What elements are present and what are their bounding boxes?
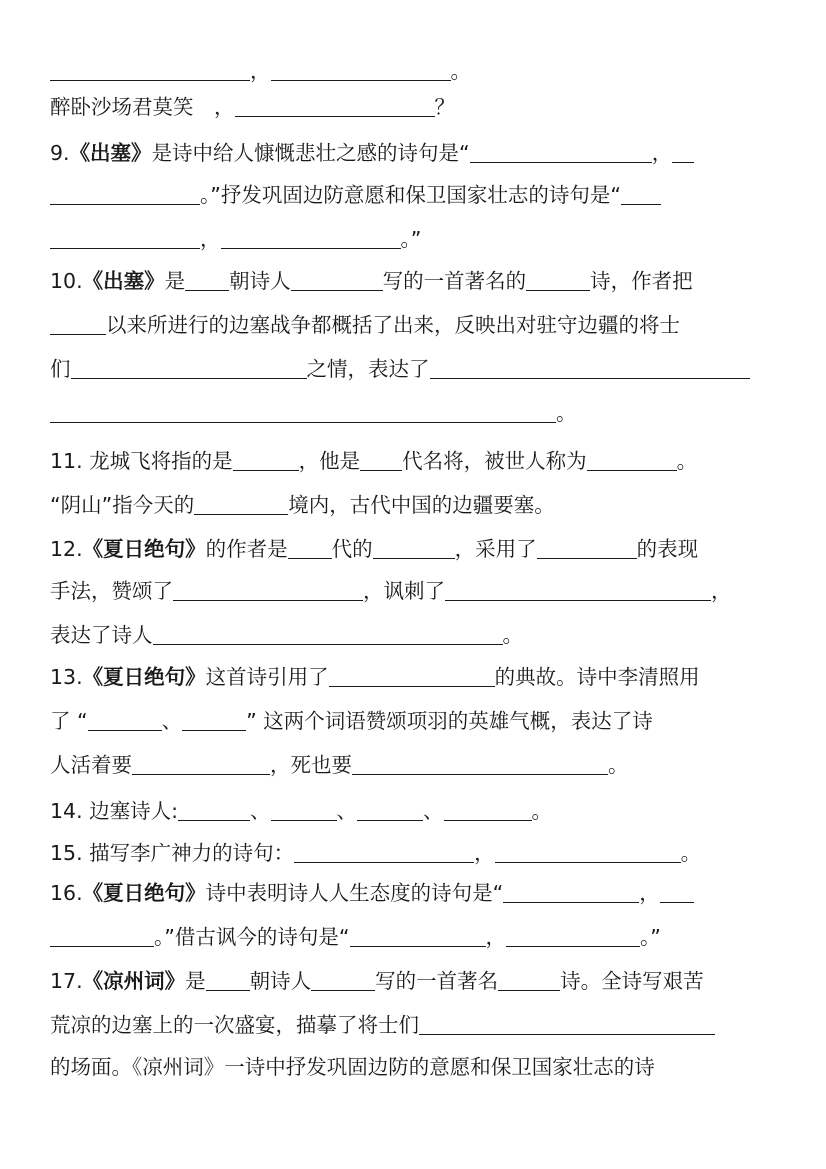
text-line (50, 706, 653, 736)
answer-blank[interactable] (360, 448, 402, 471)
text-line (50, 138, 694, 168)
poem-title: 《夏日绝句》 (82, 881, 206, 905)
answer-blank[interactable] (71, 356, 307, 379)
answer-blank[interactable] (660, 880, 694, 903)
answer-blank[interactable] (221, 226, 401, 249)
text-line (50, 446, 697, 476)
question-text: 。 (608, 753, 629, 777)
question-text: 诗中表明诗人人生态度的诗句是“ (205, 881, 504, 905)
answer-blank[interactable] (132, 752, 270, 775)
text-line (50, 620, 523, 650)
text-line (50, 534, 698, 564)
answer-blank[interactable] (621, 182, 661, 205)
question-text: 的场面。《凉州词》一诗中抒发巩固边防的意愿和保卫国家壮志的诗 (50, 1055, 655, 1079)
question-text: 朝诗人 (249, 969, 312, 993)
question-text: 13. (50, 665, 83, 689)
question-text: 醉卧沙场君莫笑 ， (50, 95, 235, 119)
text-line (50, 878, 694, 908)
question-text: 。 (676, 449, 698, 473)
text-line (50, 180, 661, 210)
question-text: 12. (50, 537, 83, 561)
answer-blank[interactable] (185, 268, 229, 291)
question-text: 。 (450, 59, 471, 83)
text-line (50, 398, 577, 428)
question-text: ？ (434, 95, 455, 119)
answer-blank[interactable] (50, 182, 200, 205)
answer-blank[interactable] (350, 924, 486, 947)
question-text: 。 (680, 841, 702, 865)
question-text: ， (711, 579, 732, 603)
answer-blank[interactable] (587, 448, 677, 471)
question-text: 是诗中给人慷慨悲壮之感的诗句是“ (151, 141, 470, 165)
answer-blank[interactable] (506, 924, 640, 947)
text-line (50, 266, 693, 296)
text-line (50, 224, 421, 254)
answer-blank[interactable] (50, 924, 154, 947)
question-text: ， (250, 59, 271, 83)
question-text: 11. 龙城飞将指的是 (50, 449, 233, 473)
text-line (50, 838, 701, 868)
poem-title: 《凉州词》 (82, 969, 186, 993)
text-line (50, 56, 471, 86)
question-text: 14. 边塞诗人: (50, 799, 179, 823)
answer-blank[interactable] (50, 226, 200, 249)
question-text: 表达了诗人 (50, 623, 153, 647)
answer-blank[interactable] (419, 1012, 715, 1035)
poem-title: 《出塞》 (82, 269, 165, 293)
question-text: 。 (502, 623, 523, 647)
question-text: 是 (164, 269, 186, 293)
answer-blank[interactable] (235, 94, 435, 117)
text-line (50, 1010, 715, 1040)
question-text: 写的一首著名的 (382, 269, 527, 293)
question-text: 之情，表达了 (306, 357, 430, 381)
answer-blank[interactable] (329, 664, 495, 687)
question-text: 、 (336, 799, 358, 823)
question-text: ” 这两个词语赞颂项羽的英雄气概，表达了诗 (246, 709, 653, 733)
answer-blank[interactable] (495, 840, 681, 863)
question-text: ， (651, 141, 673, 165)
answer-blank[interactable] (50, 400, 556, 423)
answer-blank[interactable] (182, 708, 246, 731)
text-line (50, 490, 555, 520)
text-line (50, 92, 455, 122)
answer-blank[interactable] (178, 798, 250, 821)
question-text: 、 (250, 799, 271, 823)
text-line (50, 310, 680, 340)
answer-blank[interactable] (233, 448, 299, 471)
question-text: ， (639, 881, 660, 905)
text-line (50, 1052, 655, 1082)
question-text: 诗。全诗写艰苦 (560, 969, 704, 993)
answer-blank[interactable] (444, 798, 532, 821)
question-text: 人活着要 (50, 753, 132, 777)
question-text: 了 “ (50, 709, 88, 733)
answer-blank[interactable] (288, 536, 332, 559)
answer-blank[interactable] (352, 752, 608, 775)
answer-blank[interactable] (194, 492, 288, 515)
question-text: 、 (161, 709, 183, 733)
question-text: 诗，作者把 (590, 269, 693, 293)
answer-blank[interactable] (357, 798, 423, 821)
answer-blank[interactable] (537, 536, 637, 559)
text-line (50, 662, 700, 692)
question-text: 的表现 (636, 537, 699, 561)
answer-blank[interactable] (445, 578, 711, 601)
question-text: ，他是 (298, 449, 361, 473)
text-line (50, 576, 732, 606)
answer-blank[interactable] (271, 798, 337, 821)
answer-blank[interactable] (271, 58, 451, 81)
answer-blank[interactable] (294, 840, 474, 863)
question-text: 、 (423, 799, 444, 823)
question-text: 代名将，被世人称为 (402, 449, 587, 473)
text-line (50, 966, 704, 996)
question-text: 代的 (331, 537, 373, 561)
answer-blank[interactable] (50, 312, 106, 335)
text-line (50, 922, 661, 952)
question-text: 境内，古代中国的边疆要塞。 (288, 493, 555, 517)
answer-blank[interactable] (88, 708, 162, 731)
answer-blank[interactable] (173, 578, 363, 601)
question-text: ， (474, 841, 495, 865)
question-text: 的作者是 (205, 537, 288, 561)
question-text: 手法，赞颂了 (50, 579, 173, 603)
question-text: 是 (185, 969, 206, 993)
poem-title: 《出塞》 (69, 141, 152, 165)
text-line (50, 796, 552, 826)
question-text: 。”抒发巩固边防意愿和保卫国家壮志的诗句是“ (200, 183, 621, 207)
answer-blank[interactable] (503, 880, 639, 903)
answer-blank[interactable] (206, 968, 250, 991)
question-text: 9. (50, 141, 70, 165)
poem-title: 《夏日绝句》 (82, 665, 206, 689)
question-text: 15. 描写李广神力的诗句： (50, 841, 295, 865)
question-text: 以来所进行的边塞战争都概括了出来，反映出对驻守边疆的将士 (106, 313, 680, 337)
question-text: ， (485, 925, 506, 949)
question-text: 17. (50, 969, 83, 993)
question-text: ，讽刺了 (363, 579, 445, 603)
answer-blank[interactable] (672, 140, 694, 163)
question-text: 们 (50, 357, 71, 381)
poem-title: 《夏日绝句》 (82, 537, 206, 561)
question-text: ，采用了 (454, 537, 537, 561)
answer-blank[interactable] (373, 536, 455, 559)
question-text: 的典故。诗中李清照用 (494, 665, 700, 689)
question-text: ，死也要 (270, 753, 352, 777)
question-text: “阴山”指今天的 (50, 493, 195, 517)
answer-blank[interactable] (311, 968, 375, 991)
question-text: 。” (400, 227, 422, 251)
answer-blank[interactable] (430, 356, 750, 379)
question-text: 。” (640, 925, 661, 949)
text-line (50, 354, 750, 384)
answer-blank[interactable] (498, 968, 560, 991)
answer-blank[interactable] (153, 622, 503, 645)
question-text: 这首诗引用了 (205, 665, 329, 689)
question-text: 。 (556, 401, 577, 425)
answer-blank[interactable] (470, 140, 652, 163)
question-text: 写的一首著名 (375, 969, 499, 993)
answer-blank[interactable] (50, 58, 250, 81)
question-text: 。 (531, 799, 553, 823)
question-text: 10. (50, 269, 83, 293)
question-text: 朝诗人 (229, 269, 291, 293)
text-line (50, 750, 629, 780)
answer-blank[interactable] (526, 268, 590, 291)
question-text: 荒凉的边塞上的一次盛宴，描摹了将士们 (50, 1013, 419, 1037)
answer-blank[interactable] (291, 268, 383, 291)
question-text: 。”借古讽今的诗句是“ (154, 925, 350, 949)
question-text: 16. (50, 881, 83, 905)
question-text: ， (200, 227, 221, 251)
